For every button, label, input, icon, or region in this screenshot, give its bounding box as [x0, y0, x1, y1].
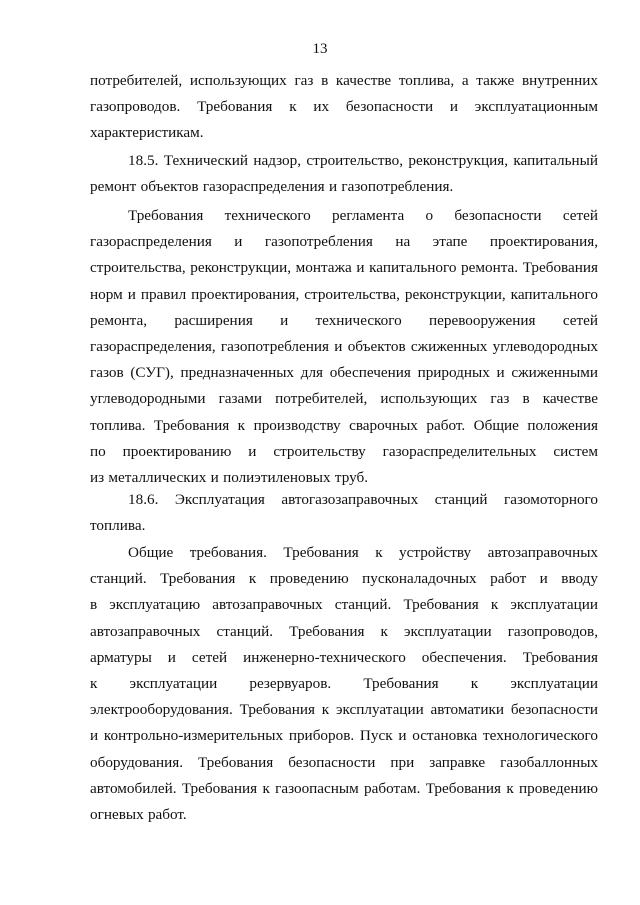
text-line: электрооборудования. Требования к эксплуатации автоматики безопасности [90, 701, 598, 719]
text-line: строительства, реконструкции, монтажа и капитального ремонта. Требования [90, 259, 598, 277]
text-line: оборудования. Требования безопасности при заправке газобаллонных [90, 753, 598, 771]
text-line: газораспределения, газопотребления и объектов сжиженных углеводородных [90, 338, 598, 356]
text-line: газопроводов. Требования к их безопасности и эксплуатационным [90, 98, 598, 116]
text-line: в эксплуатацию автозаправочных станций. Требования к эксплуатации [90, 596, 598, 614]
paragraph-continuation [90, 68, 598, 147]
text-line: газов (СУГ), предназначенных для обеспечения природных и сжиженными [90, 364, 598, 382]
text-line: 18.6. Эксплуатация автогазозаправочных станций газомоторного [128, 491, 598, 508]
paragraph-18-5-body [90, 203, 598, 491]
text-line: 18.5. Технический надзор, строительство, реконструкция, капитальный [128, 152, 598, 169]
text-line: по проектированию и строительству газораспределительных систем [90, 442, 598, 460]
text-line: углеводородными газами потребителей, использующих газ в качестве [90, 390, 598, 408]
text-line: топлива. [90, 517, 146, 535]
section-heading-18-5 [90, 148, 598, 200]
text-line: норм и правил проектирования, строительства, реконструкции, капитального [90, 285, 598, 303]
text-line: из металлических и полиэтиленовых труб. [90, 469, 369, 487]
section-heading-18-6 [90, 487, 598, 539]
text-line: потребителей, использующих газ в качестве топлива, а также внутренних [90, 72, 598, 89]
text-line: Общие требования. Требования к устройству автозаправочных [128, 544, 598, 561]
text-line: топлива. Требования к производству сварочных работ. Общие положения [90, 416, 598, 434]
text-line: газораспределения и газопотребления на этапе проектирования, [90, 233, 598, 251]
page-number: 13 [312, 41, 328, 57]
text-line: ремонта, расширения и технического перевооружения сетей [90, 311, 598, 329]
text-line: станций. Требования к проведению пусконаладочных работ и вводу [90, 570, 598, 588]
text-line: арматуры и сетей инженерно-технического обеспечения. Требования [90, 648, 598, 666]
text-line: ремонт объектов газораспределения и газопотребления. [90, 178, 454, 196]
text-line: автомобилей. Требования к газоопасным работам. Требования к проведению [90, 779, 598, 797]
text-line: и контрольно-измерительных приборов. Пуск и остановка технологического [90, 727, 598, 745]
paragraph-18-6-body [90, 540, 598, 828]
text-line: к эксплуатации резервуаров. Требования к эксплуатации [90, 675, 598, 693]
text-line: Требования технического регламента о безопасности сетей [128, 207, 598, 224]
text-line: автозаправочных станций. Требования к эксплуатации газопроводов, [90, 622, 598, 640]
text-line: характеристикам. [90, 124, 204, 142]
text-line: огневых работ. [90, 806, 187, 824]
